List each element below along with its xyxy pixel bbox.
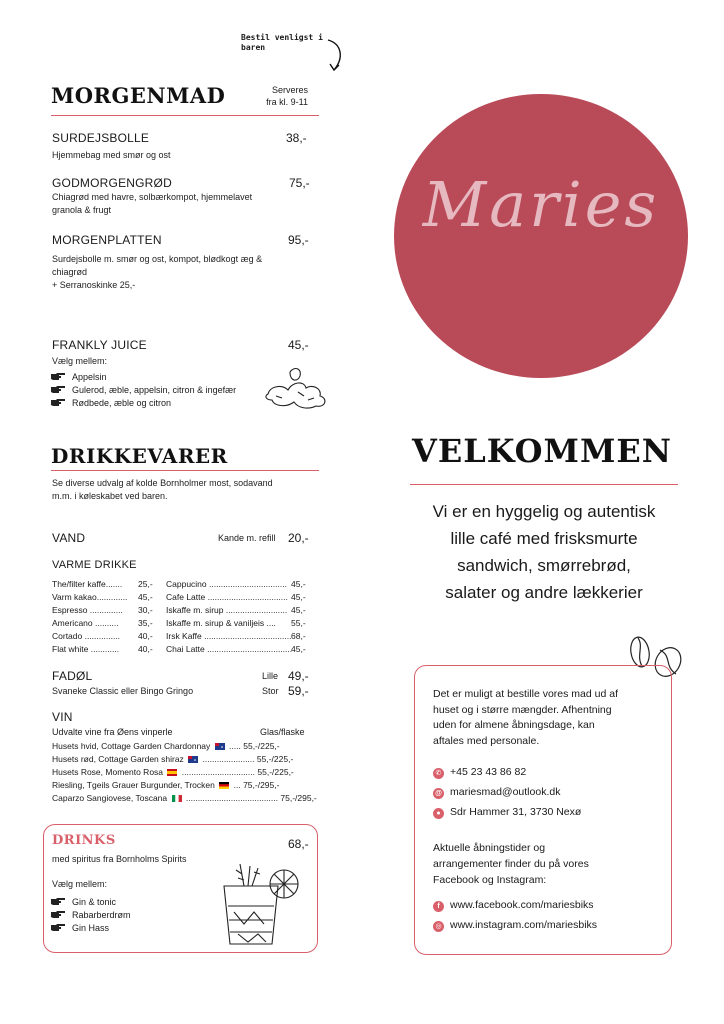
table-row (52, 754, 293, 764)
menu-item-desc (52, 253, 262, 292)
menu-item-desc: Hjemmebag med smør og ost (52, 150, 171, 160)
pointing-hand-icon (50, 910, 66, 919)
order-note (241, 33, 323, 53)
drikkevarer-desc (52, 477, 273, 503)
fadol-price-large: 59,- (288, 684, 309, 698)
desc-line: chiagrød (52, 267, 88, 277)
wine-price: 55,-/225,- (257, 767, 294, 777)
menu-item-price: 38,- (286, 131, 307, 145)
arrow-icon (324, 38, 348, 74)
menu-item-name: SURDEJSBOLLE (52, 131, 150, 145)
juice-option: Gulerod, æble, appelsin, citron & ingefær (72, 384, 237, 395)
desc-line: Se diverse udvalg af kolde Bornholmer most, sodavand (52, 478, 273, 488)
contact-info-line: huset og i større mængder. Afhentning (433, 703, 612, 716)
drinks-options (50, 895, 131, 934)
vin-header: Glas/flaske (260, 727, 305, 737)
hot-drink-name: Cortado ............... (52, 631, 121, 641)
hot-drink-price: 55,- (291, 618, 306, 628)
hot-drink-name: Cafe Latte .................................. (166, 592, 288, 602)
cocktail-illustration (214, 862, 306, 948)
list-item (50, 370, 236, 383)
pointing-hand-icon (50, 385, 66, 394)
list-item (50, 921, 131, 934)
hot-drink-name: Cappucino ................................. (166, 579, 287, 589)
hours-line: Facebook og Instagram: (433, 874, 547, 886)
hot-drink-price: 45,- (291, 605, 306, 615)
drinks-option: Gin & tonic (72, 896, 117, 907)
drinks-desc: med spiritus fra Bornholms Spirits (52, 854, 187, 864)
fadol-size-small: Lille (262, 671, 279, 681)
ginger-illustration (262, 362, 334, 412)
wine-price: 55,-/225,- (243, 741, 280, 751)
wine-name: Husets Rose, Momento Rosa (52, 767, 164, 777)
instagram-link[interactable]: www.instagram.com/mariesbiks (450, 919, 598, 931)
drinks-choose: Vælg mellem: (52, 879, 108, 889)
hot-drink-price: 45,- (291, 644, 306, 654)
juice-option: Rødbede, æble og citron (72, 397, 172, 408)
menu-item-name: MORGENPLATTEN (52, 233, 162, 247)
drikkevarer-title: DRIKKEVARER (51, 444, 228, 468)
pointing-hand-icon (50, 398, 66, 407)
desc-line: Chiagrød med havre, solbærkompot, hjemmelavet (52, 192, 253, 202)
email-address[interactable]: mariesmad@outlook.dk (450, 786, 561, 798)
hot-drink-name: Chai Latte .................................... (166, 644, 293, 654)
phone-number[interactable]: +45 23 43 86 82 (450, 766, 527, 778)
spain-flag-icon (167, 769, 177, 776)
logo-text: Maries (422, 168, 660, 241)
vand-note: Kande m. refill (218, 533, 276, 543)
menu-item-price: 95,- (288, 233, 309, 247)
pointing-hand-icon (50, 897, 66, 906)
hot-drink-price: 35,- (138, 618, 153, 628)
instagram-icon: ◎ (433, 921, 444, 932)
email-icon: @ (433, 788, 444, 799)
hot-drink-price: 30,- (138, 605, 153, 615)
juice-options (50, 370, 236, 409)
australia-flag-icon (215, 743, 225, 750)
hot-drink-price: 45,- (138, 592, 153, 602)
hot-drink-name: Flat white ............ (52, 644, 120, 654)
drinks-title: DRINKS (52, 833, 116, 848)
hot-drink-price: 68,- (291, 631, 306, 641)
pointing-hand-icon (50, 923, 66, 932)
fadol-price-small: 49,- (288, 669, 309, 683)
hot-drink-name: Iskaffe m. sirup .......................... (166, 605, 288, 615)
order-note-line1: Bestil venligst i (241, 33, 323, 42)
wine-price: 55,-/225,- (256, 754, 294, 764)
hot-drink-price: 45,- (291, 592, 306, 602)
pointing-hand-icon (50, 372, 66, 381)
facebook-icon: f (433, 901, 444, 912)
hot-drink-name: Varm kakao............. (52, 592, 128, 602)
juice-choose: Vælg mellem: (52, 356, 108, 366)
drinks-option: Gin Hass (72, 922, 110, 933)
welcome-title: VELKOMMEN (412, 432, 673, 470)
vin-name: VIN (52, 710, 73, 724)
vand-name: VAND (52, 531, 86, 545)
hours-line: Aktuelle åbningstider og (433, 842, 546, 854)
list-item (50, 895, 131, 908)
facebook-link[interactable]: www.facebook.com/mariesbiks (450, 899, 594, 911)
wine-price: 75,-/295,- (280, 793, 317, 803)
fadol-desc: Svaneke Classic eller Bingo Gringo (52, 686, 194, 696)
wine-dots: ...................... (202, 754, 255, 764)
wine-dots: ... (233, 780, 241, 790)
australia-flag-icon (188, 756, 198, 763)
hot-drink-price: 40,- (138, 631, 153, 641)
divider (51, 470, 319, 471)
hours-line: arrangementer finder du på vores (433, 858, 589, 870)
table-row (52, 780, 279, 790)
table-row (52, 741, 280, 751)
desc-line: + Serranoskinke 25,- (52, 280, 136, 290)
menu-item-name: GODMORGENGRØD (52, 176, 172, 190)
order-note-line2: baren (241, 43, 266, 52)
hot-drink-price: 45,- (291, 579, 306, 589)
germany-flag-icon (219, 782, 229, 789)
welcome-line: salater og andre lækkerier (445, 583, 643, 602)
desc-line: Surdejsbolle m. smør og ost, kompot, blødkogt æg & (52, 254, 263, 264)
hot-drink-price: 40,- (138, 644, 153, 654)
hot-drink-name: Iskaffe m. sirup & vaniljeis .... (166, 618, 276, 628)
wine-name: Husets rød, Cottage Garden shiraz (52, 754, 184, 764)
drinks-price: 68,- (288, 837, 309, 851)
vand-price: 20,- (288, 531, 309, 545)
juice-option: Appelsin (72, 371, 107, 382)
wine-name: Caparzo Sangiovese, Toscana (52, 793, 168, 803)
menu-item-desc (52, 191, 252, 217)
serves-line2: fra kl. 9-11 (266, 97, 308, 107)
morgenmad-title: MORGENMAD (51, 83, 226, 108)
hot-drink-price: 25,- (138, 579, 153, 589)
contact-info (433, 687, 618, 749)
morgenmad-serves (262, 84, 308, 108)
welcome-line: lille café med frisksmurte (450, 529, 638, 548)
hot-drink-name: Irsk Kaffe ..................................... (166, 631, 292, 641)
list-item (50, 908, 131, 921)
divider (51, 115, 319, 116)
italy-flag-icon (172, 795, 182, 802)
contact-info-line: Det er muligt at bestille vores mad ud af (433, 688, 619, 700)
juice-price: 45,- (288, 338, 309, 352)
address: Sdr Hammer 31, 3730 Nexø (450, 806, 582, 818)
location-icon: ● (433, 808, 444, 819)
hot-drinks-title: VARME DRIKKE (52, 559, 137, 571)
hours-info (433, 840, 589, 888)
welcome-text (404, 498, 684, 606)
table-row (52, 767, 294, 777)
desc-line: m.m. i køleskabet ved baren. (52, 491, 168, 501)
hot-drink-name: The/filter kaffe....... (52, 579, 123, 589)
list-item (50, 396, 236, 409)
divider (410, 484, 678, 485)
contact-info-line: aftales med personale. (433, 734, 540, 747)
welcome-line: sandwich, smørrebrød, (457, 556, 631, 575)
wine-dots: ............................... (181, 767, 255, 777)
fadol-name: FADØL (52, 669, 93, 683)
wine-price: 75,-/295,- (243, 780, 280, 790)
vin-desc: Udvalte vine fra Øens vinperle (52, 727, 173, 737)
phone-icon: ✆ (433, 768, 444, 779)
wine-name: Riesling, Tgeils Grauer Burgunder, Trocken (52, 780, 215, 790)
hot-drink-name: Espresso .............. (52, 605, 123, 615)
drinks-option: Rabarberdrøm (72, 909, 131, 920)
juice-name: FRANKLY JUICE (52, 338, 147, 352)
list-item (50, 383, 236, 396)
welcome-line: Vi er en hyggelig og autentisk (432, 502, 656, 521)
fadol-size-large: Stor (262, 686, 279, 696)
table-row (52, 793, 317, 803)
hot-drink-name: Americano .......... (52, 618, 119, 628)
contact-info-line: uden for almene åbningsdage, kan (433, 719, 595, 731)
wine-name: Husets hvid, Cottage Garden Chardonnay (52, 741, 211, 751)
desc-line: granola & frugt (52, 205, 112, 215)
menu-item-price: 75,- (289, 176, 310, 190)
serves-line1: Serveres (271, 85, 308, 95)
wine-dots: ..... (229, 741, 241, 751)
wine-dots: ....................................... (185, 793, 278, 803)
